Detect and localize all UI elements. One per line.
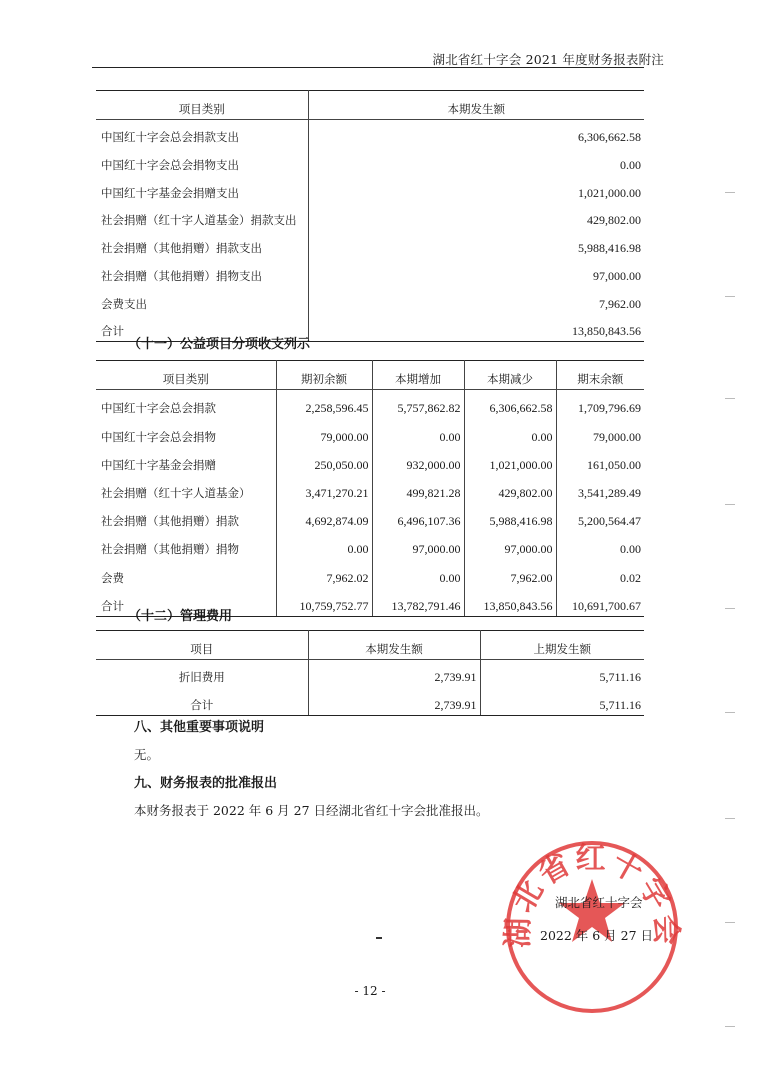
signature-date: 2022 年 6 月 27 日: [540, 928, 654, 943]
row-value: 7,962.00: [599, 296, 641, 311]
table-row: [96, 390, 644, 419]
header-rule: [92, 67, 644, 68]
row-label: 中国红十字会总会捐款: [96, 390, 276, 419]
row-value: 250,050.00: [276, 447, 372, 475]
row-label: 社会捐赠（红十字人道基金）捐款支出: [96, 203, 308, 231]
margin-mark: [725, 818, 735, 819]
row-value: 2,258,596.45: [276, 390, 372, 419]
row-value: 932,000.00: [372, 447, 464, 475]
page-header-title: 湖北省红十字会 2021 年度财务报表附注: [432, 52, 664, 67]
section-9-title: 九、财务报表的批准报出: [134, 776, 278, 791]
row-value: 6,306,662.58: [578, 130, 641, 145]
row-value: 0.00: [620, 158, 641, 173]
row-value: 1,709,796.69: [578, 401, 641, 416]
row-value: 3,541,289.49: [578, 485, 641, 500]
section-12-title: （十二）管理费用: [128, 609, 233, 624]
table-header-cell: 期末余额: [556, 361, 644, 390]
seal-arc-text: 湖北省红十字会: [502, 841, 682, 949]
margin-mark: [725, 712, 735, 713]
signature-org: 湖北省红十字会: [555, 895, 643, 910]
table-row: [96, 147, 644, 175]
margin-mark: [725, 922, 735, 923]
row-value: 5,988,416.98: [578, 241, 641, 256]
row-label: 合计: [96, 588, 276, 617]
row-value: 2,739.91: [308, 687, 480, 715]
table-header-cell: 本期发生额: [308, 91, 644, 120]
table-total-row: [96, 687, 644, 715]
table-header-cell: 上期发生额: [480, 631, 644, 660]
row-value: 5,988,416.98: [464, 503, 556, 531]
row-value: 97,000.00: [593, 268, 641, 283]
row-label: 社会捐赠（其他捐赠）捐款: [96, 503, 276, 531]
row-label: 中国红十字基金会捐赠支出: [96, 175, 308, 203]
table-row: [96, 175, 644, 203]
row-value: 79,000.00: [593, 429, 641, 444]
row-value: 5,757,862.82: [372, 390, 464, 419]
table-row: [96, 559, 644, 587]
margin-mark: [725, 192, 735, 193]
table-row: [96, 258, 644, 286]
row-value: 7,962.00: [464, 559, 556, 587]
table-header-cell: 期初余额: [276, 361, 372, 390]
table-row: [96, 531, 644, 559]
row-value: 10,691,700.67: [556, 588, 644, 617]
row-value: 161,050.00: [587, 457, 641, 472]
row-value: 499,821.28: [372, 475, 464, 503]
table-row: [96, 286, 644, 314]
table-row: [96, 659, 644, 687]
row-value: 0.00: [620, 542, 641, 557]
margin-mark: [725, 608, 735, 609]
row-label: 社会捐赠（红十字人道基金）: [96, 475, 276, 503]
section-8-body: 无。: [134, 747, 160, 762]
row-value: 0.00: [372, 559, 464, 587]
row-label: 会费: [96, 559, 276, 587]
table-row: [96, 230, 644, 258]
project-income-expense-table: [96, 360, 644, 617]
table-row: [96, 475, 644, 503]
section-9-body: 本财务报表于 2022 年 6 月 27 日经湖北省红十字会批准报出。: [134, 803, 489, 818]
table-row: [96, 203, 644, 231]
table-header-cell: 本期发生额: [308, 631, 480, 660]
table-row: [96, 418, 644, 446]
row-value: 5,200,564.47: [578, 514, 641, 529]
row-label: 会费支出: [96, 286, 308, 314]
row-label: 折旧费用: [96, 659, 308, 687]
table-header-row: [96, 361, 644, 390]
row-label: 社会捐赠（其他捐赠）捐物支出: [96, 258, 308, 286]
margin-mark: [725, 504, 735, 505]
row-value: 6,496,107.36: [372, 503, 464, 531]
section-8-title: 八、其他重要事项说明: [134, 720, 265, 735]
row-label: 合计: [96, 314, 308, 342]
section-11-title: （十一）公益项目分项收支列示: [128, 337, 311, 352]
table-header-cell: 本期减少: [464, 361, 556, 390]
row-value: 97,000.00: [464, 531, 556, 559]
row-label: 中国红十字基金会捐赠: [96, 447, 276, 475]
row-value: 5,711.16: [599, 670, 641, 684]
row-value: 13,850,843.56: [308, 314, 644, 342]
row-label: 中国红十字会总会捐物支出: [96, 147, 308, 175]
row-value: 10,759,752.77: [276, 588, 372, 617]
row-value: 0.00: [276, 531, 372, 559]
row-value: 7,962.02: [276, 559, 372, 587]
margin-mark: [725, 1026, 735, 1027]
stray-mark: [376, 937, 382, 939]
row-value: 0.00: [372, 418, 464, 446]
row-value: 0.00: [464, 418, 556, 446]
row-value: 429,802.00: [587, 213, 641, 228]
table-header-row: [96, 631, 644, 660]
row-value: 429,802.00: [464, 475, 556, 503]
table-header-row: [96, 91, 644, 120]
table-header-cell: 本期增加: [372, 361, 464, 390]
row-label: 中国红十字会总会捐款支出: [96, 119, 308, 147]
row-value: 79,000.00: [276, 418, 372, 446]
row-value: 0.02: [620, 570, 641, 585]
row-value: 4,692,874.09: [276, 503, 372, 531]
row-label: 中国红十字会总会捐物: [96, 418, 276, 446]
table-row: [96, 447, 644, 475]
table-row: [96, 119, 644, 147]
row-value: 1,021,000.00: [464, 447, 556, 475]
page-number: - 12 -: [354, 984, 386, 998]
row-label: 合计: [96, 687, 308, 715]
table-header-cell: 项目类别: [96, 361, 276, 390]
table-header-cell: 项目: [96, 631, 308, 660]
row-value: 5,711.16: [480, 687, 644, 715]
row-label: 社会捐赠（其他捐赠）捐款支出: [96, 230, 308, 258]
margin-mark: [725, 398, 735, 399]
row-value: 13,782,791.46: [372, 588, 464, 617]
management-expense-table: [96, 630, 644, 716]
table-header-cell: 项目类别: [96, 91, 308, 120]
row-value: 13,850,843.56: [464, 588, 556, 617]
row-value: 6,306,662.58: [464, 390, 556, 419]
margin-mark: [725, 296, 735, 297]
row-value: 2,739.91: [308, 659, 480, 687]
row-value: 97,000.00: [372, 531, 464, 559]
row-value: 1,021,000.00: [578, 185, 641, 200]
row-label: 社会捐赠（其他捐赠）捐物: [96, 531, 276, 559]
table-row: [96, 503, 644, 531]
row-value: 3,471,270.21: [276, 475, 372, 503]
expense-table: [96, 90, 644, 342]
